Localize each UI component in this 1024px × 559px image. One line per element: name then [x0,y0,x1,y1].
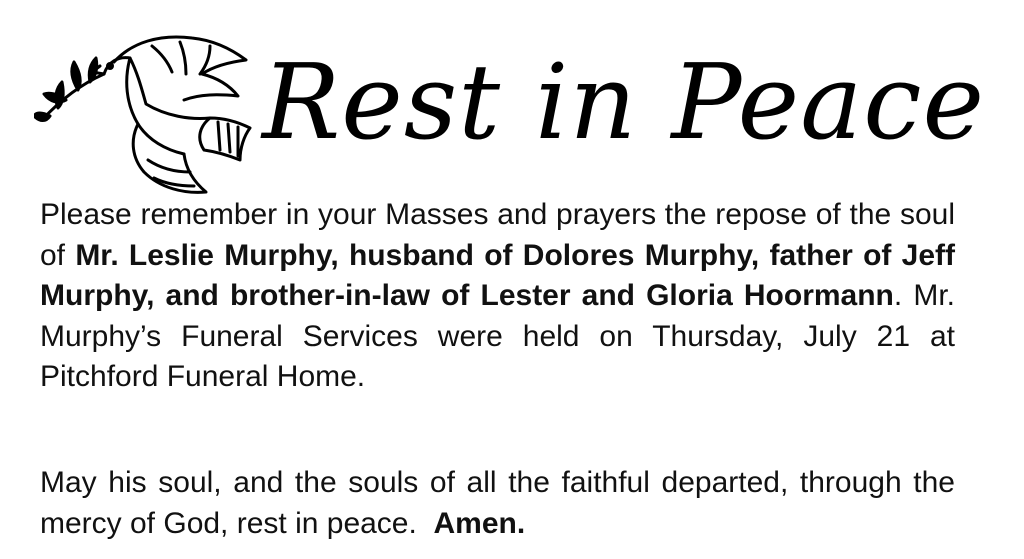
prayer-paragraph [40,463,955,544]
funeral-services-text: . Mr. Murphy’s Funeral Services were held on Thursday, July 21 at Pitchford Funeral Home. [40,279,955,393]
prayer-text: May his soul, and the souls of all the faithful departed, through the mercy of God, rest in peace. [40,466,955,540]
notice-title: Rest in Peace [262,41,986,163]
memorial-paragraph [40,195,955,398]
deceased-and-family-text: Mr. Leslie Murphy, husband of Dolores Murphy, father of Jeff Murphy, and brother-in-law of Lester and Gloria Hoormann [40,238,956,312]
dove-with-olive-branch-icon [34,32,256,208]
memorial-intro-text: Please remember in your Masses and prayers the repose of the soul of [40,198,955,272]
amen-text: Amen. [433,506,526,540]
